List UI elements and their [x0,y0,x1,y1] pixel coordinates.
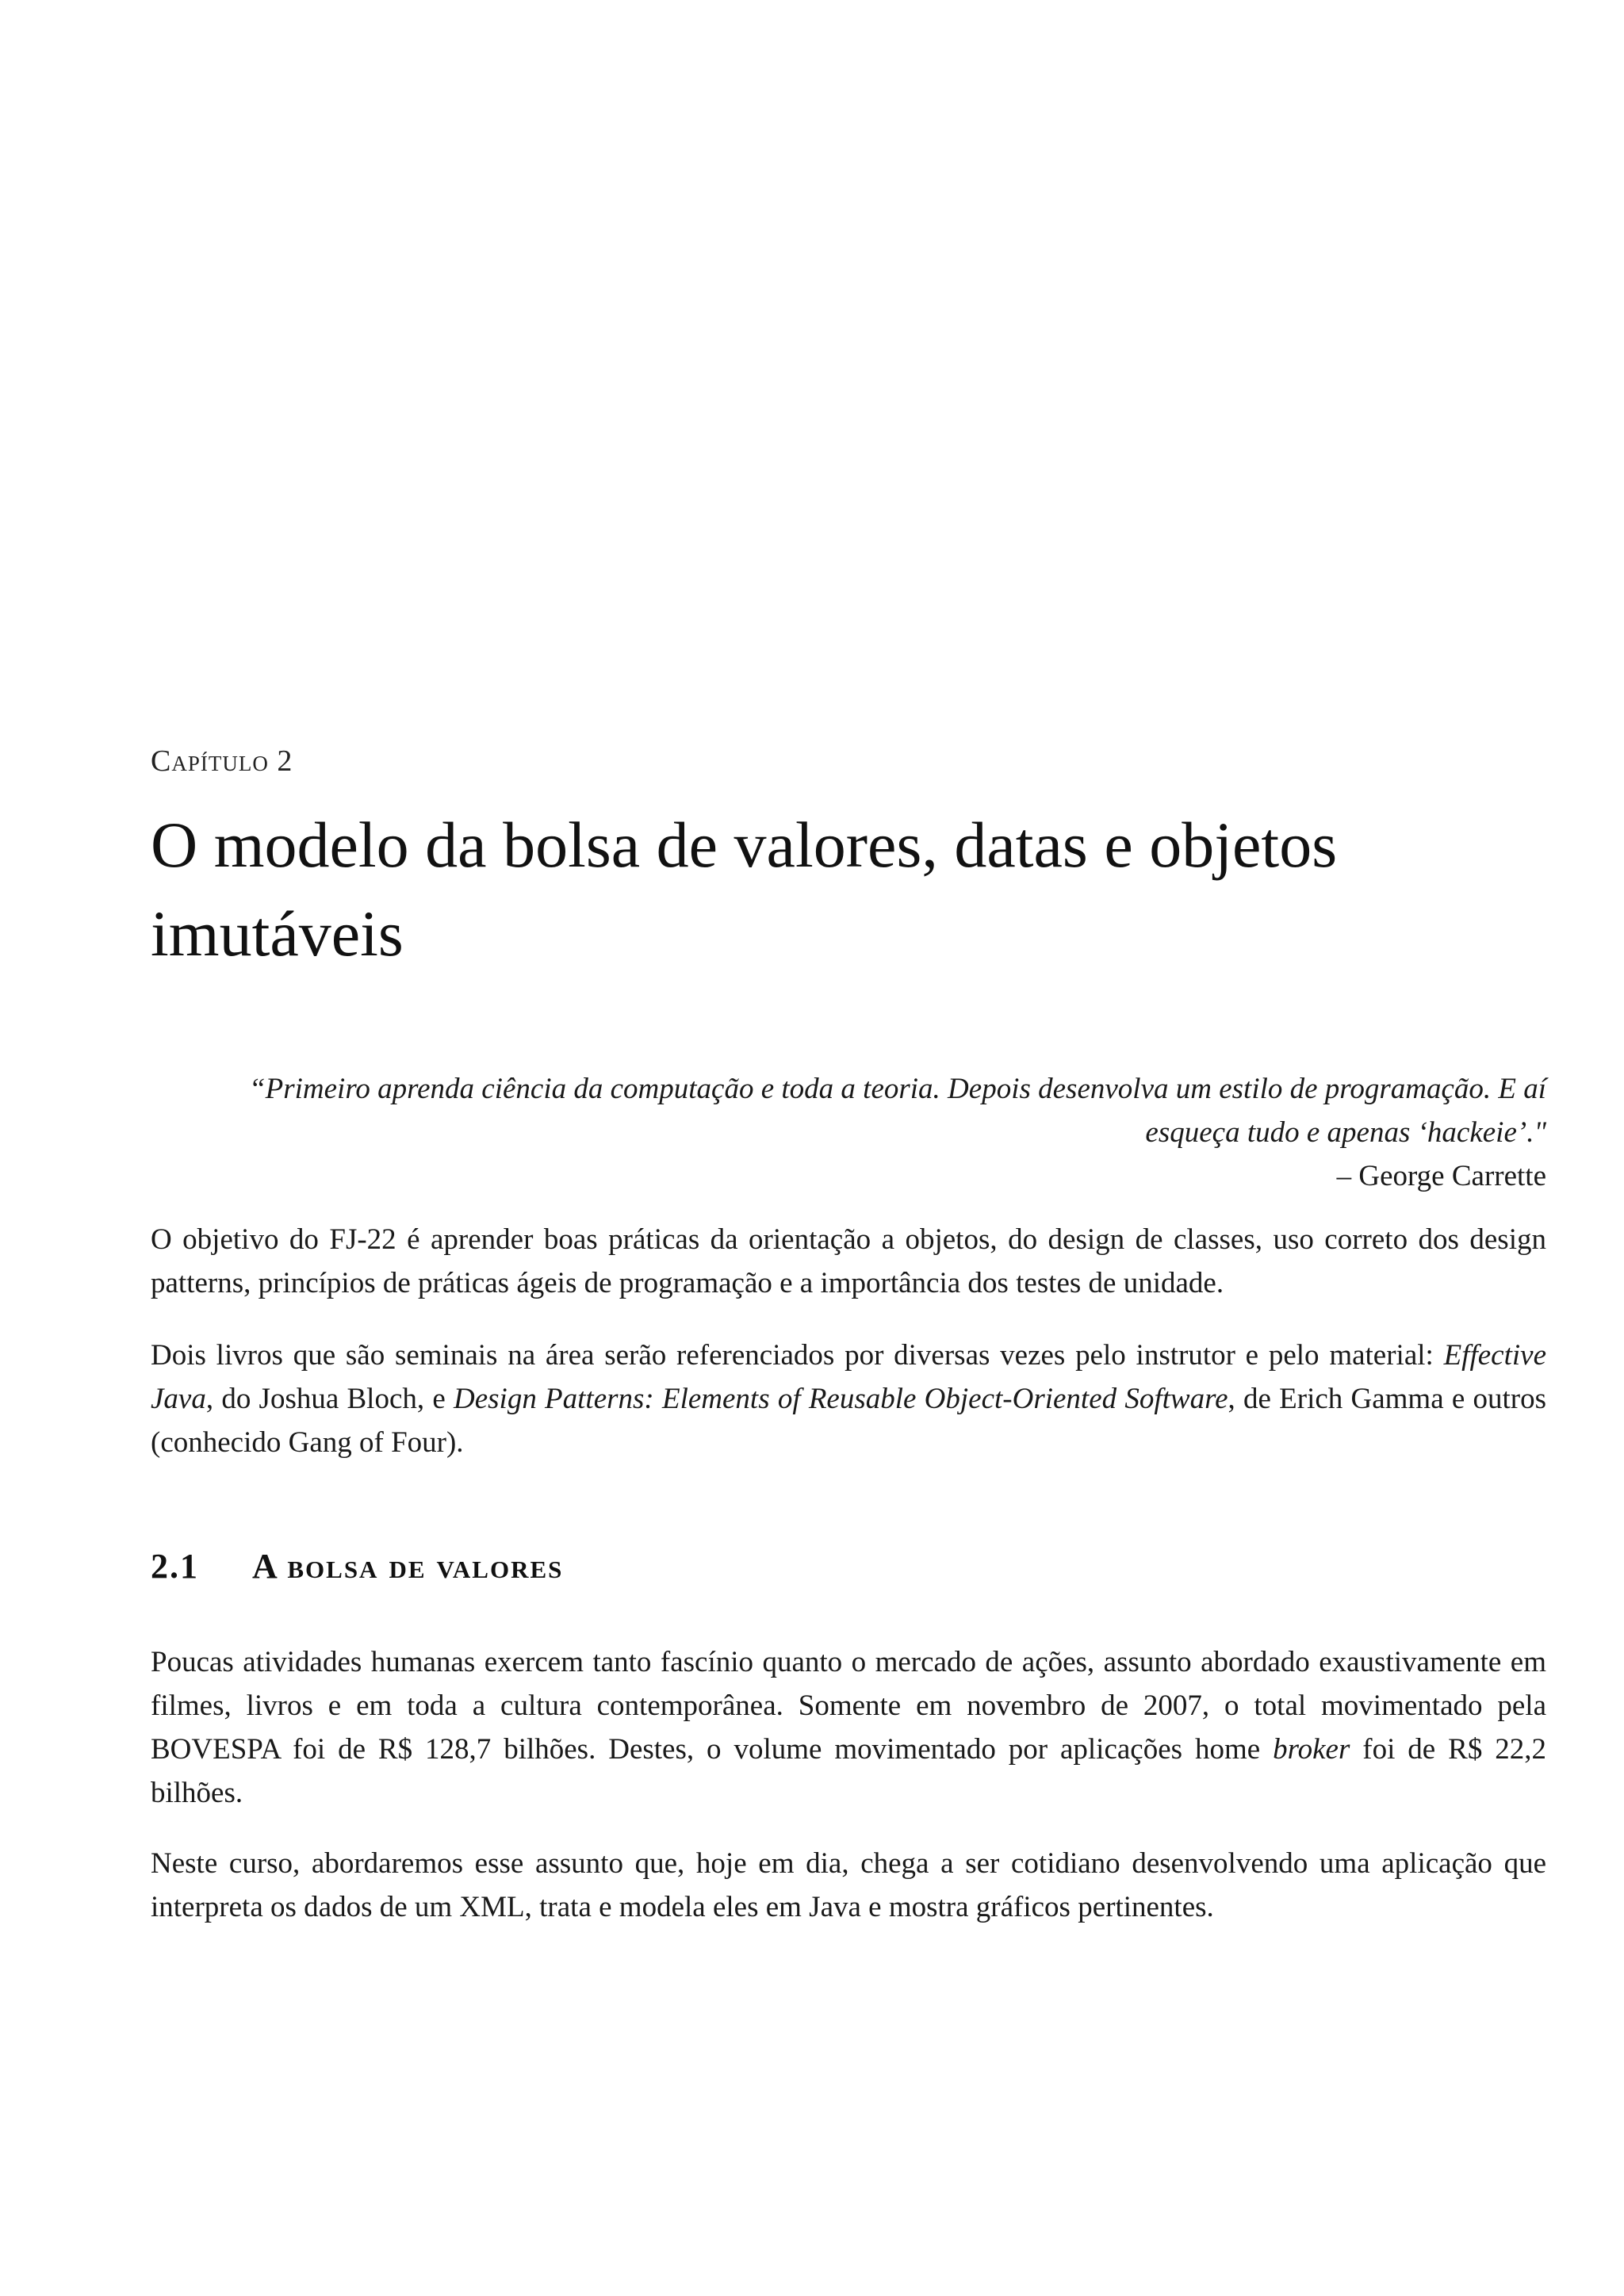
epigraph [151,1067,1546,1198]
section-paragraph-1 [151,1640,1546,1815]
chapter-label: Capítulo 2 [151,744,293,778]
chapter-title: O modelo da bolsa de valores, datas e objetos imutáveis [151,809,1338,970]
epigraph-author: – George Carrette [1336,1160,1546,1192]
section-p1-end: foi de R$ 22,2 bilhões. [151,1733,1546,1809]
intro-paragraph-2 [151,1334,1546,1464]
intro-p2-end: , de Erich Gamma e outros (conhecido Gang of Four). [151,1383,1546,1459]
intro-paragraph-1: O objetivo do FJ-22 é aprender boas práticas da orientação a objetos, do design de classes, uso correto dos design patterns, princípios de práticas ágeis de programação e a importância dos testes de unidade. [151,1223,1546,1299]
book-title-effective-java: Effective Java [151,1339,1546,1415]
section-number: 2.1 [151,1547,199,1586]
book-title-design-patterns: Design Patterns: Elements of Reusable Object-Oriented Software [454,1383,1228,1415]
section-paragraph-2: Neste curso, abordaremos esse assunto que, hoje em dia, chega a ser cotidiano desenvolvendo uma aplicação que interpreta os dados de um XML, trata e modela eles em Java e mostra gráficos pertinentes. [151,1847,1546,1923]
intro-p2-start: Dois livros que são seminais na área serão referenciados por diversas vezes pelo instrutor e pelo material: [151,1339,1444,1372]
section-heading [151,1546,563,1586]
intro-p2-mid: , do Joshua Bloch, e [205,1383,454,1415]
section-p1-start: Poucas atividades humanas exercem tanto fascínio quanto o mercado de ações, assunto abordado exaustivamente em filmes, livros e em toda a cultura contemporânea. Somente em novembro de 2007, o total movimentado pela BOVESPA foi de R$ 128,7 bilhões. Destes, o volume movimentado por aplicações home [151,1646,1546,1766]
section-p1-emphasis: broker [1273,1733,1350,1766]
epigraph-quote: “Primeiro aprenda ciência da computação e toda a teoria. Depois desenvolva um estilo de programação. E aí esqueça tudo e apenas ‘hackeie’." [249,1073,1546,1149]
section-title: A bolsa de valores [252,1547,564,1586]
